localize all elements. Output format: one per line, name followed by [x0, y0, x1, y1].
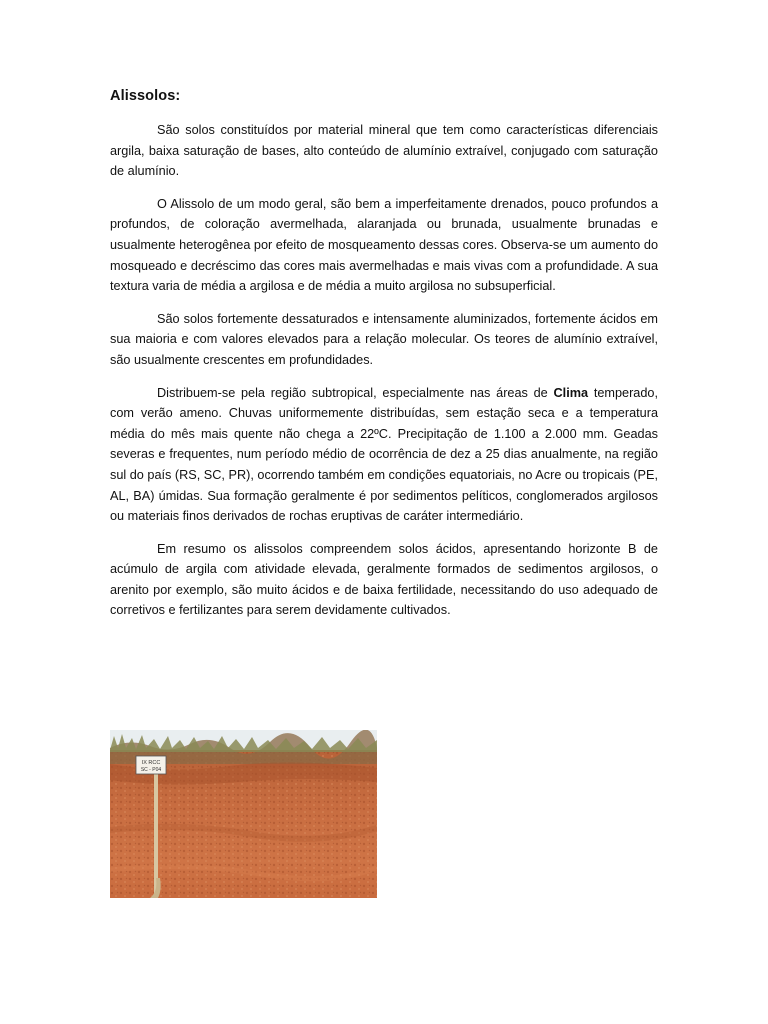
paragraph-5: Em resumo os alissolos compreendem solos ácidos, apresentando horizonte B de acúmulo de argila com atividade elevada, geralmente formados de sedimentos argilosos, o arenito por exemplo, são muito ácidos e de baixa fertilidade, necessitando do uso adequado de corretivos e fertilizantes para serem devidamente cultivados.: [110, 541, 658, 618]
paragraph-4-end: temperado, com verão ameno. Chuvas uniformemente distribuídas, sem estação seca e a temperatura média do mês mais quente não chega a 22ºC. Precipitação de 1.100 a 2.000 mm. Geadas severas e frequentes, num período médio de ocorrência de dez a 25 dias anualmente, na região sul do país (RS, SC, PR), ocorrendo também em condições equatoriais, no Acre ou tropicais (PE, AL, BA) úmidas. Sua formação geralmente é por sedimentos pelíticos, conglomerados argilosos ou materiais finos derivados de rochas eruptivas de caráter intermediário.: [110, 385, 658, 524]
paragraph-4-bold-term: Clima: [553, 385, 589, 400]
paragraph-2: O Alissolo de um modo geral, são bem a imperfeitamente drenados, pouco profundos a profundos, de coloração avermelhada, alaranjada ou brunada, usualmente brunadas e usualmente heterogênea por efeito de mosqueamento dessas cores. Observa-se um aumento do mosqueado e decréscimo das cores mais avermelhadas e mais vivas com a profundidade. A sua textura varia de média a argilosa e de média a muito argilosa no subsuperficial.: [110, 196, 659, 294]
sign-label-line-1: IX RCC: [141, 760, 161, 766]
paragraph-4-start: Distribuem-se pela região subtropical, especialmente nas áreas de: [157, 385, 548, 400]
sign-label-line-2: SC - P04: [140, 767, 162, 773]
document-body: [110, 120, 658, 633]
paragraph-4: [110, 383, 658, 527]
paragraph-3: São solos fortemente dessaturados e intensamente aluminizados, fortemente ácidos em sua maioria e com valores elevados para a relação molecular. Os teores de alumínio extraível, são usualmente crescentes em profundidades.: [110, 311, 658, 367]
soil-profile-photo: [110, 730, 377, 898]
paragraph-1: São solos constituídos por material mineral que tem como características diferenciais argila, baixa saturação de bases, alto conteúdo de alumínio extraível, conjugado com saturação de alumínio.: [110, 123, 658, 179]
page-title: Alissolos:: [110, 88, 181, 104]
